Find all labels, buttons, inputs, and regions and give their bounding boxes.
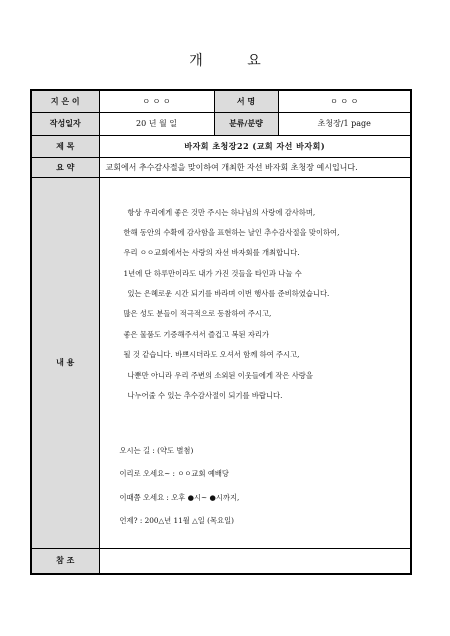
- overview-form: [30, 89, 412, 575]
- category-value[interactable]: 초청장/1 page: [278, 112, 411, 135]
- signature-label: 서 명: [214, 90, 278, 112]
- content-label: 내 용: [31, 177, 99, 548]
- content-row: [31, 177, 411, 548]
- content-line: 우리 ㅇㅇ교회에서는 사랑의 자선 바자회를 개최합니다.: [123, 248, 300, 258]
- detail-line: 오시는 길 : (약도 별첨): [119, 445, 194, 455]
- reference-label: 참 조: [31, 548, 99, 574]
- detail-line: 이리로 오세요~ : ㅇㅇ교회 예배당: [119, 469, 229, 478]
- page-title: 개 요: [189, 53, 281, 69]
- author-row: [31, 90, 411, 112]
- summary-row: [31, 157, 411, 177]
- content-line: 나누어줄 수 있는 추수감사절이 되기를 바랍니다.: [127, 391, 283, 401]
- date-row: [31, 112, 411, 135]
- category-label: 분류/분량: [214, 112, 278, 135]
- content-line: 1년에 단 하루만이라도 내가 가진 것들을 타인과 나눌 수: [123, 268, 302, 278]
- content-line: 좋은 물품도 기증해주셔서 즐겁고 복된 자리가: [123, 329, 270, 339]
- content-body[interactable]: [99, 177, 411, 548]
- signature-value[interactable]: ㅇ ㅇ ㅇ: [278, 90, 411, 112]
- reference-value[interactable]: [99, 548, 411, 574]
- subject-row: [31, 135, 411, 157]
- content-line: 항상 우리에게 좋은 것만 주시는 하나님의 사랑에 감사하며,: [127, 207, 316, 217]
- event-details: [120, 446, 410, 540]
- summary-value[interactable]: 교회에서 추수감사절을 맞이하여 개최한 자선 바자회 초청장 예시입니다.: [99, 157, 411, 177]
- author-value[interactable]: ㅇ ㅇ ㅇ: [99, 90, 214, 112]
- date-value[interactable]: 20 년 월 일: [99, 112, 214, 135]
- content-line: 나뿐만 아니라 우리 주변의 소외된 이웃들에게 작은 사랑을: [127, 370, 313, 380]
- detail-line: 이때쯤 오세요 : 오후 ●시~ ●시까지,: [119, 492, 240, 502]
- content-line: 될 것 같습니다. 바쁘시더라도 오셔서 함께 하여 주시고,: [123, 350, 300, 360]
- content-paragraph: [120, 208, 410, 412]
- detail-line: 언제? : 200△년 11월 △일 (목요일): [119, 516, 234, 525]
- content-line: 한해 동안의 수확에 감사함을 표현하는 날인 추수감사절을 맞이하여,: [123, 227, 340, 237]
- content-line: 많은 성도 분들이 적극적으로 동참하여 주시고,: [123, 309, 272, 319]
- reference-row: [31, 548, 411, 574]
- date-label: 작성일자: [31, 112, 99, 135]
- subject-label: 제 목: [31, 135, 99, 157]
- content-line: 있는 은혜로운 시간 되기를 바라며 이번 행사를 준비하였습니다.: [127, 289, 330, 299]
- subject-value[interactable]: 바자회 초청장22 (교회 자선 바자회): [99, 135, 411, 157]
- author-label: 지 은 이: [31, 90, 99, 112]
- summary-label: 요 약: [31, 157, 99, 177]
